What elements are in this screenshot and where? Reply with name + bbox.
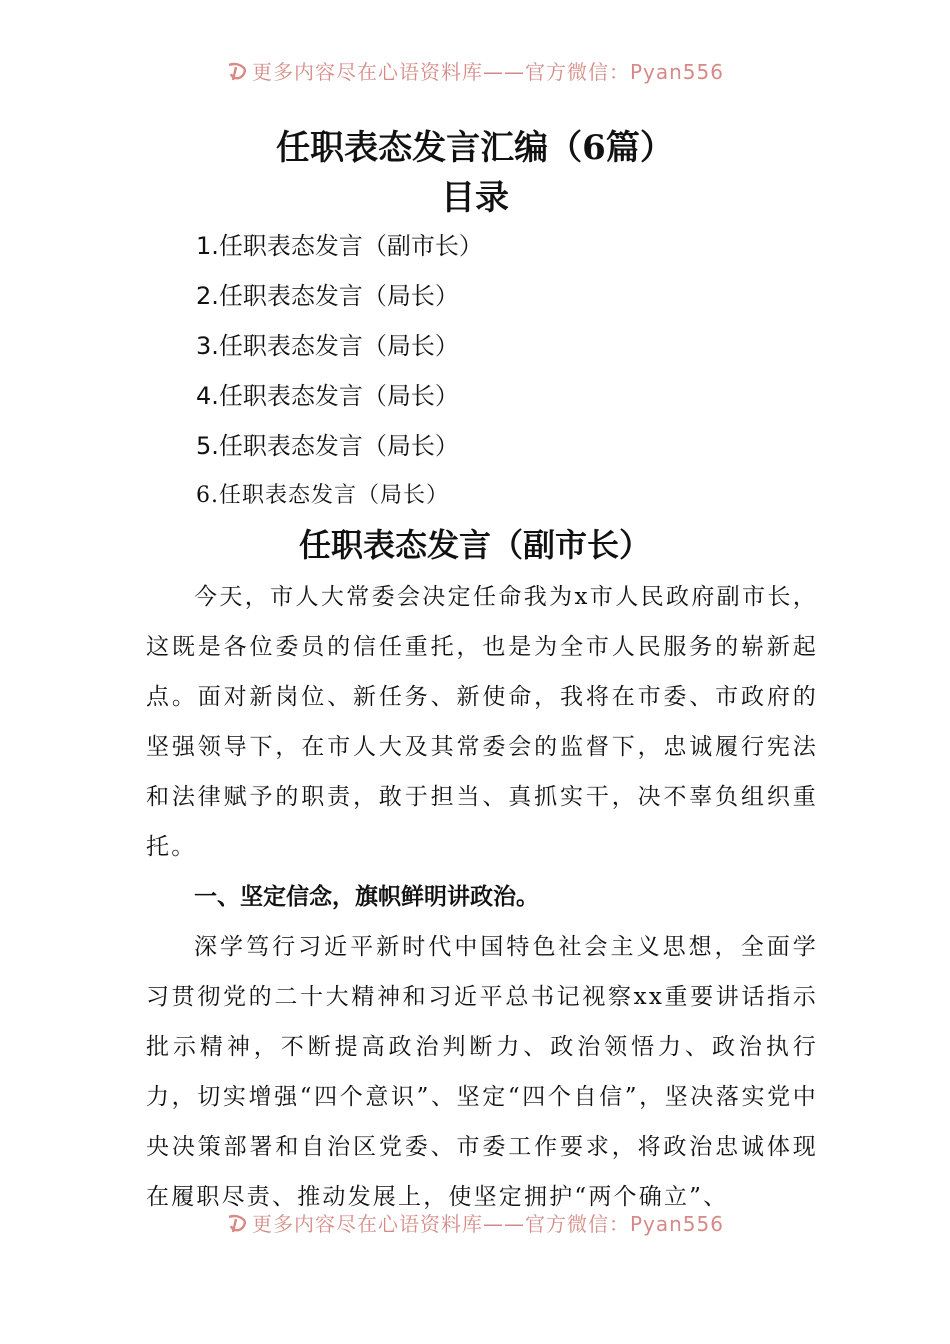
document-title: 任职表态发言汇编（6篇）	[276, 128, 674, 168]
toc-item[interactable]: 5.任职表态发言（局长）	[196, 432, 459, 460]
subheading: 一、坚定信念，旗帜鲜明讲政治。	[194, 884, 539, 910]
table-of-contents	[196, 228, 483, 528]
toc-item[interactable]: 1.任职表态发言（副市长）	[196, 232, 483, 260]
toc-item[interactable]: 6.任职表态发言（局长）	[196, 483, 449, 508]
toc-item[interactable]: 4.任职表态发言（局长）	[196, 382, 459, 410]
watermark-bottom	[0, 1208, 950, 1237]
toc-heading: 目录	[441, 178, 509, 218]
watermark-text: 更多内容尽在心语资料库——官方微信：Pyan556	[251, 1212, 724, 1236]
watermark-logo-icon	[226, 61, 248, 83]
watermark-text: 更多内容尽在心语资料库——官方微信：Pyan556	[251, 60, 724, 84]
watermark-top	[0, 56, 950, 85]
body-paragraph: 深学笃行习近平新时代中国特色社会主义思想，全面学习贯彻党的二十大精神和习近平总书记视察xx重要讲话指示批示精神，不断提高政治判断力、政治领悟力、政治执行力，切实增强“四个意识”、坚定“四个自信”，坚决落实党中央决策部署和自治区党委、市委工作要求，将政治忠诚体现在履职尽责、推动发展上，使坚定拥护“两个确立”、	[146, 934, 818, 1210]
toc-item[interactable]: 3.任职表态发言（局长）	[196, 332, 459, 360]
section-title: 任职表态发言（副市长）	[298, 526, 651, 564]
toc-item[interactable]: 2.任职表态发言（局长）	[196, 282, 459, 310]
body-paragraph: 今天，市人大常委会决定任命我为x市人民政府副市长，这既是各位委员的信任重托，也是为全市人民服务的崭新起点。面对新岗位、新任务、新使命，我将在市委、市政府的坚强领导下，在市人大及其常委会的监督下，忠诚履行宪法和法律赋予的职责，敢于担当、真抓实干，决不辜负组织重托。	[146, 584, 818, 860]
watermark-logo-icon	[226, 1213, 248, 1235]
